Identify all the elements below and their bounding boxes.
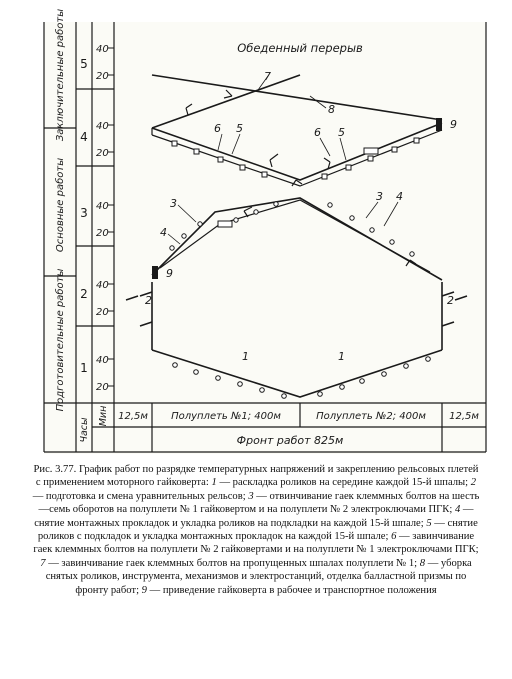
caption-item-number: 5: [426, 517, 432, 529]
minute-label: 40: [96, 201, 109, 212]
caption-item-text: — отвинчивание гаек клеммных болтов на шесть—семь оборотов на полуплети № 1 гайковертом и на полуплети № 2 электроключами ПГК;: [38, 490, 480, 516]
figure-caption: [30, 463, 482, 597]
minute-label: 40: [96, 355, 109, 366]
callout-6-right: 6: [314, 126, 321, 139]
hour-label-4: 4: [80, 130, 88, 144]
minute-label: 20: [96, 228, 109, 239]
caption-item-text: — завинчивание гаек клеммных болтов на полуплети № 2 гайковертами и на полуплети № 1 электроключами ПГК;: [33, 531, 479, 556]
callout-9-right: 9: [450, 118, 457, 131]
callout-2-left: 2: [145, 294, 152, 307]
caption-item-text: — снятие роликов с подкладок и укладка монтажных прокладок на каждой 15-й шпале;: [37, 517, 478, 543]
minutes-axis-label: Мин: [98, 405, 109, 427]
caption-item-text: — уборка снятых роликов, инструмента, механизмов и электростанций, отделка балластной призмы по фронту работ;: [45, 557, 472, 596]
callout-4-left: 4: [160, 226, 167, 239]
caption-item-number: 6: [391, 531, 397, 543]
half-2-label: Полуплеть №2; 400м: [316, 411, 426, 422]
hours-axis-label: Часы: [79, 417, 90, 443]
segment-left-label: 12,5м: [118, 411, 148, 422]
phase-label-main: Основные работы: [55, 157, 66, 253]
caption-item-text: — снятие монтажных прокладок и укладка роликов на подкладки на каждой 15-й шпале;: [34, 504, 474, 529]
segment-right-label: 12,5м: [449, 411, 479, 422]
callout-4-right: 4: [396, 190, 403, 203]
item-9-block-right: [436, 118, 442, 131]
hour-label-1: 1: [80, 361, 88, 375]
callout-1-right: 1: [338, 350, 345, 363]
callout-5-right: 5: [338, 126, 345, 139]
minute-label: 20: [96, 148, 109, 159]
caption-item-number: 1: [211, 477, 217, 489]
work-front-label: Фронт работ 825м: [236, 434, 344, 447]
callout-7: 7: [264, 70, 271, 83]
caption-item-text: — приведение гайковерта в рабочее и транспортное положения: [149, 584, 437, 596]
callout-9-left: 9: [166, 267, 173, 280]
caption-item-number: 7: [40, 557, 46, 569]
caption-item-text: — раскладка роликов на середине каждой 15-й шпалы;: [219, 477, 469, 489]
caption-item-number: 8: [419, 557, 426, 569]
callout-3-left: 3: [170, 197, 177, 210]
lunch-break-label: Обеденный перерыв: [237, 41, 363, 55]
caption-item-number: 3: [248, 490, 254, 502]
caption-item-text: — завинчивание гаек клеммных болтов на пропущенных шпалах полуплети № 1;: [48, 557, 418, 569]
callout-5-left: 5: [236, 122, 243, 135]
caption-item-number: 2: [470, 477, 477, 489]
callout-1-left: 1: [242, 350, 249, 363]
caption-item-number: 9: [141, 584, 147, 596]
callout-3-right: 3: [376, 190, 383, 203]
phase-label-final: Заключительные работы: [55, 8, 66, 142]
callout-6-left: 6: [214, 122, 221, 135]
phase-label-prep: Подготовительные работы: [55, 268, 66, 412]
minute-label: 20: [96, 71, 109, 82]
minute-label: 40: [96, 44, 109, 55]
hour-label-3: 3: [80, 206, 88, 220]
minute-label: 20: [96, 382, 109, 393]
caption-figure-number: Рис. 3.77.: [33, 464, 77, 475]
caption-lead: График работ по разрядке температурных напряжений и закреплению рельсовых плетей с применением моторного гайковерта:: [35, 464, 479, 489]
minute-label: 40: [96, 280, 109, 291]
hour-label-2: 2: [80, 287, 88, 301]
half-1-label: Полуплеть №1; 400м: [171, 411, 281, 422]
minute-label: 40: [96, 121, 109, 132]
caption-item-number: 4: [454, 504, 461, 516]
callout-2-right: 2: [447, 294, 454, 307]
callout-8: 8: [328, 103, 335, 116]
hour-label-5: 5: [80, 57, 88, 71]
caption-item-text: — подготовка и смена уравнительных рельсов;: [32, 490, 246, 502]
item-9-block-left: [152, 266, 158, 279]
minute-label: 20: [96, 307, 109, 318]
